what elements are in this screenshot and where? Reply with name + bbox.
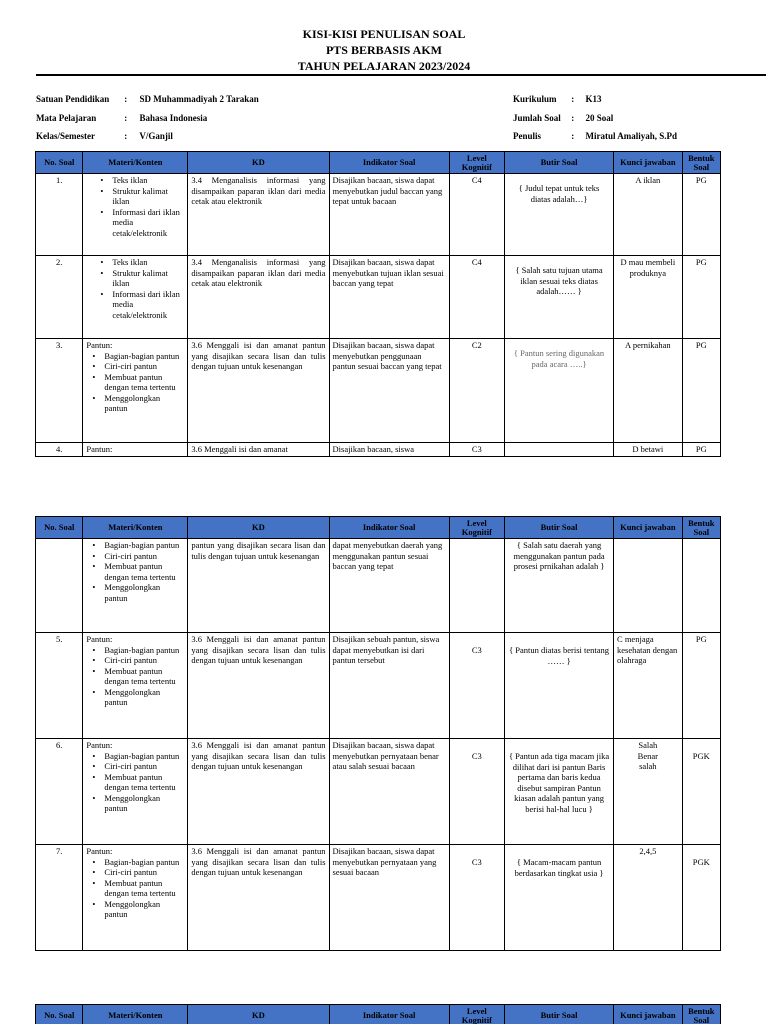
header-indikator: Indikator Soal bbox=[329, 1005, 449, 1024]
cell-kd: 3.4 Menganalisis informasi yang disampaikan paparan iklan dari media cetak atau elektronik bbox=[188, 174, 329, 256]
cell-no bbox=[36, 539, 83, 633]
cell-bentuk: PGK bbox=[682, 739, 720, 845]
jumlah-soal: Jumlah Soal : 20 Soal bbox=[513, 113, 614, 123]
table-header-row bbox=[36, 1005, 721, 1024]
cell-kd: pantun yang disajikan secara lisan dan tulis dengan tujuan untuk kesenangan bbox=[188, 539, 329, 633]
header-bentuk: Bentuk Soal bbox=[682, 1005, 720, 1024]
header-materi: Materi/Konten bbox=[83, 517, 188, 539]
header-indikator: Indikator Soal bbox=[329, 517, 449, 539]
header-no: No. Soal bbox=[36, 152, 83, 174]
header-indikator: Indikator Soal bbox=[329, 152, 449, 174]
cell-no: 6. bbox=[36, 739, 83, 845]
header-materi: Materi/Konten bbox=[83, 1005, 188, 1024]
header-butir: Butir Soal bbox=[505, 1005, 614, 1024]
header-level: Level Kognitif bbox=[449, 152, 504, 174]
kisi-table-page-1 bbox=[35, 151, 721, 457]
header-kunci: Kunci jawaban bbox=[614, 1005, 683, 1024]
table-header-row bbox=[36, 152, 721, 174]
cell-indikator: Disajikan sebuah pantun, siswa dapat menyebutkan isi dari pantun tersebut bbox=[329, 633, 449, 739]
cell-indikator: Disajikan bacaan, siswa dapat menyebutkan penggunaan pantun sesuai baccan yang tepat bbox=[329, 339, 449, 443]
header-materi: Materi/Konten bbox=[83, 152, 188, 174]
header-butir: Butir Soal bbox=[505, 152, 614, 174]
cell-materi: Pantun: bbox=[83, 443, 188, 457]
cell-materi: Pantun: • Bagian-bagian pantun • Ciri-ciri pantun • Membuat pantun dengan tema tertentu • Menggolongkan pantun bbox=[83, 633, 188, 739]
cell-kd: 3.6 Menggali isi dan amanat pantun yang disajikan secara lisan dan tulis dengan tujuan untuk kesenangan bbox=[188, 739, 329, 845]
cell-butir: { Macam-macam pantun berdasarkan tingkat usia } bbox=[505, 845, 614, 951]
table-row bbox=[36, 539, 721, 633]
cell-kd: 3.6 Menggali isi dan amanat pantun yang disajikan secara lisan dan tulis dengan tujuan untuk kesenangan bbox=[188, 339, 329, 443]
header-bentuk: Bentuk Soal bbox=[682, 517, 720, 539]
cell-bentuk: PG bbox=[682, 443, 720, 457]
cell-level: C4 bbox=[449, 256, 504, 339]
cell-level: C2 bbox=[449, 339, 504, 443]
cell-bentuk: PG bbox=[682, 174, 720, 256]
penulis: Penulis : Miratul Amaliyah, S.Pd bbox=[513, 131, 678, 141]
cell-kd: 3.6 Menggali isi dan amanat pantun yang disajikan secara lisan dan tulis dengan tujuan untuk kesenangan bbox=[188, 633, 329, 739]
cell-indikator: Disajikan bacaan, siswa dapat menyebutkan tujuan iklan sesuai baccan yang tepat bbox=[329, 256, 449, 339]
cell-no: 4. bbox=[36, 443, 83, 457]
satuan-pendidikan: Satuan Pendidikan : SD Muhammadiyah 2 Tarakan bbox=[36, 94, 259, 104]
cell-indikator: Disajikan bacaan, siswa dapat menyebutkan pernyataan yang sesuai bacaan bbox=[329, 845, 449, 951]
cell-kunci: A iklan bbox=[614, 174, 683, 256]
cell-materi: • Teks iklan • Struktur kalimat iklan • Informasi dari iklan media cetak/elektronik bbox=[83, 174, 188, 256]
table-row bbox=[36, 339, 721, 443]
header-level: Level Kognitif bbox=[449, 517, 504, 539]
cell-indikator: Disajikan bacaan, siswa bbox=[329, 443, 449, 457]
header-butir: Butir Soal bbox=[505, 517, 614, 539]
cell-butir: { Pantun ada tiga macam jika dilihat dari isi pantun Baris pertama dan baris kedua disebut sampiran Pantun kiasan adalah pantun yang berisi hal-hal lucu } bbox=[505, 739, 614, 845]
header-no: No. Soal bbox=[36, 517, 83, 539]
mata-pelajaran: Mata Pelajaran : Bahasa Indonesia bbox=[36, 113, 208, 123]
cell-indikator: dapat menyebutkan daerah yang menggunakan pantun sesuai baccan yang tepat bbox=[329, 539, 449, 633]
cell-materi: • Bagian-bagian pantun • Ciri-ciri pantun • Membuat pantun dengan tema tertentu • Menggolongkan pantun bbox=[83, 539, 188, 633]
cell-kunci: A pernikahan bbox=[614, 339, 683, 443]
table-row bbox=[36, 633, 721, 739]
cell-bentuk: PG bbox=[682, 256, 720, 339]
cell-kunci bbox=[614, 539, 683, 633]
kisi-table-page-2 bbox=[35, 516, 721, 951]
cell-indikator: Disajikan bacaan, siswa dapat menyebutkan pernyataan benar atau salah sesuai bacaan bbox=[329, 739, 449, 845]
cell-butir: { Judul tepat untuk teks diatas adalah…} bbox=[505, 174, 614, 256]
cell-butir: { Salah satu tujuan utama iklan sesuai teks diatas adalah…… } bbox=[505, 256, 614, 339]
cell-level: C3 bbox=[449, 443, 504, 457]
cell-kunci: D mau membeli produknya bbox=[614, 256, 683, 339]
cell-bentuk: PG bbox=[682, 633, 720, 739]
cell-butir: { Pantun diatas berisi tentang …… } bbox=[505, 633, 614, 739]
cell-indikator: Disajikan bacaan, siswa dapat menyebutkan judul baccan yang tepat untuk bacaan bbox=[329, 174, 449, 256]
title-line-2: PTS BERBASIS AKM bbox=[325, 43, 443, 57]
cell-kd: 3.6 Menggali isi dan amanat bbox=[188, 443, 329, 457]
title-line-1: KISI-KISI PENULISAN SOAL bbox=[302, 27, 466, 41]
header-no: No. Soal bbox=[36, 1005, 83, 1024]
header-kd: KD bbox=[188, 517, 329, 539]
cell-level: C4 bbox=[449, 174, 504, 256]
table-row bbox=[36, 845, 721, 951]
cell-materi: Pantun: • Bagian-bagian pantun • Ciri-ciri pantun • Membuat pantun dengan tema tertentu • Menggolongkan pantun bbox=[83, 339, 188, 443]
cell-level: C3 bbox=[449, 633, 504, 739]
cell-butir: { Salah satu daerah yang menggunakan pantun pada prosesi prnikahan adalah } bbox=[505, 539, 614, 633]
cell-no: 1. bbox=[36, 174, 83, 256]
cell-bentuk: PG bbox=[682, 339, 720, 443]
table-row bbox=[36, 739, 721, 845]
cell-kunci: 2,4,5 bbox=[614, 845, 683, 951]
cell-kd: 3.6 Menggali isi dan amanat pantun yang disajikan secara lisan dan tulis dengan tujuan untuk kesenangan bbox=[188, 845, 329, 951]
cell-no: 5. bbox=[36, 633, 83, 739]
cell-no: 2. bbox=[36, 256, 83, 339]
cell-bentuk: PGK bbox=[682, 845, 720, 951]
cell-no: 3. bbox=[36, 339, 83, 443]
cell-materi: • Teks iklan • Struktur kalimat iklan • Informasi dari iklan media cetak/elektronik bbox=[83, 256, 188, 339]
cell-level bbox=[449, 539, 504, 633]
header-kd: KD bbox=[188, 1005, 329, 1024]
cell-kunci: D betawi bbox=[614, 443, 683, 457]
header-kd: KD bbox=[188, 152, 329, 174]
cell-bentuk bbox=[682, 539, 720, 633]
cell-kd: 3.4 Menganalisis informasi yang disampaikan paparan iklan dari media cetak atau elektronik bbox=[188, 256, 329, 339]
cell-butir bbox=[505, 443, 614, 457]
table-row bbox=[36, 174, 721, 256]
cell-no: 7. bbox=[36, 845, 83, 951]
title-line-3: TAHUN PELAJARAN 2023/2024 bbox=[297, 59, 471, 73]
cell-materi: Pantun: • Bagian-bagian pantun • Ciri-ciri pantun • Membuat pantun dengan tema tertentu • Menggolongkan pantun bbox=[83, 739, 188, 845]
cell-materi: Pantun: • Bagian-bagian pantun • Ciri-ciri pantun • Membuat pantun dengan tema tertentu • Menggolongkan pantun bbox=[83, 845, 188, 951]
cell-kunci: Salah Benar salah bbox=[614, 739, 683, 845]
header-bentuk: Bentuk Soal bbox=[682, 152, 720, 174]
cell-butir: { Pantun sering digunakan pada acara …..} bbox=[505, 339, 614, 443]
kelas-semester: Kelas/Semester : V/Ganjil bbox=[36, 131, 173, 141]
title-divider bbox=[36, 74, 766, 76]
header-level: Level Kognitif bbox=[449, 1005, 504, 1024]
table-row bbox=[36, 443, 721, 457]
table-row bbox=[36, 256, 721, 339]
cell-level: C3 bbox=[449, 739, 504, 845]
table-header-row bbox=[36, 517, 721, 539]
cell-level: C3 bbox=[449, 845, 504, 951]
header-kunci: Kunci jawaban bbox=[614, 517, 683, 539]
header-kunci: Kunci jawaban bbox=[614, 152, 683, 174]
kisi-table-page-3 bbox=[35, 1004, 721, 1024]
kurikulum: Kurikulum : K13 bbox=[513, 94, 602, 104]
cell-kunci: C menjaga kesehatan dengan olahraga bbox=[614, 633, 683, 739]
